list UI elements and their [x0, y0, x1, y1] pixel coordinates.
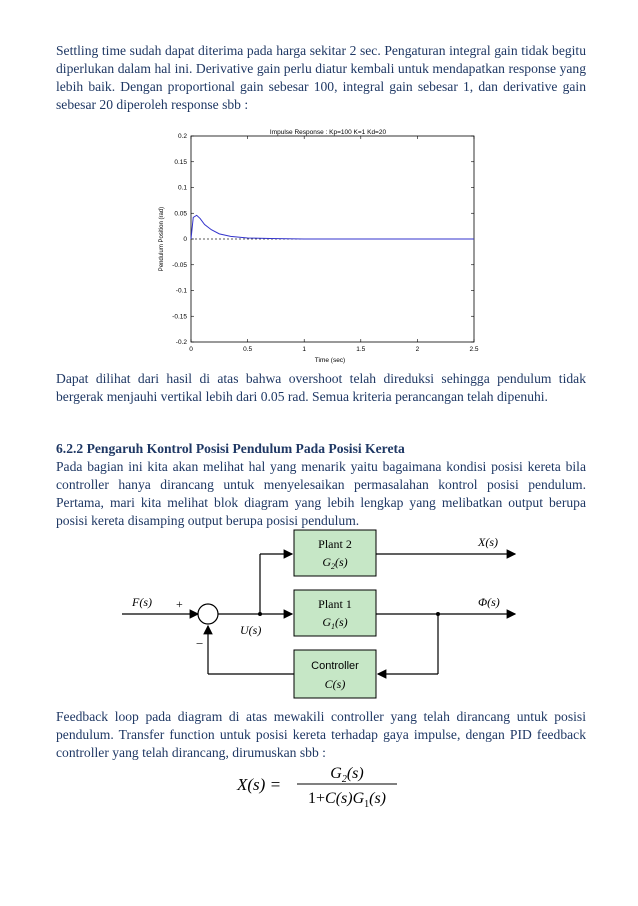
impulse-response-chart [150, 124, 490, 364]
plant1-tf: $G_1(s)$ [322, 615, 348, 631]
y-tick-label: -0.1 [175, 287, 187, 295]
x-tick-label: 1 [302, 346, 307, 353]
y-tick-label: 0 [183, 236, 187, 243]
input-label-fs: F(s) [132, 595, 152, 609]
y-tick-label: 0.1 [177, 184, 187, 192]
output-label-phi: Φ(s) [478, 595, 500, 609]
x-tick-label: 0.5 [243, 346, 253, 353]
x-axis-label: Time (sec) [314, 357, 346, 364]
summing-junction [198, 604, 218, 624]
block-diagram [120, 526, 520, 706]
plant2-title: Plant 2 [318, 537, 352, 551]
formula-lhs: X(s) = [237, 775, 282, 794]
paragraph-settling-time: Settling time sudah dapat diterima pada harga sekitar 2 sec. Pengaturan integral gain tidak begitu diperlukan dalam hal ini. Derivative gain perlu diatur kembali untuk mendapatkan response yang lebih baik. Dengan proportional gain sebesar 100, integral gain sebesar 1, dan derivative gain sebesar 20 diperoleh response sbb : [56, 43, 586, 112]
y-tick-label: 0.05 [174, 210, 187, 218]
y-axis-label: Pendulum Position (rad) [159, 206, 165, 272]
paragraph-intro-block-diagram: Pada bagian ini kita akan melihat hal yang menarik yaitu bagaimana kondisi posisi kereta bila controller hanya dirancang untuk menyelesaikan permasalahan kontrol posisi pendulum. Pertama, mari kita melihat blok diagram yang lebih lengkap yang melibatkan output berupa posisi kereta disamping output berupa posisi pendulum. [56, 459, 586, 528]
plant1-title: Plant 1 [318, 597, 352, 611]
paragraph-feedback-loop: Feedback loop pada diagram di atas mewakili controller yang telah dirancang untuk posisi pendulum. Transfer function untuk posisi kereta terhadap gaya impulse, dengan PID feedback controller yang telah dirancang, dirumuskan sbb : [56, 709, 586, 760]
x-tick-label: 2 [415, 346, 420, 353]
y-tick-label: 0.2 [177, 133, 187, 140]
controller-tf: C(s) [324, 677, 346, 691]
plant2-tf: $G_2(s)$ [322, 555, 348, 571]
x-tick-label: 0 [189, 346, 193, 353]
controller-title: Controller [311, 660, 359, 672]
section-heading: 6.2.2 Pengaruh Kontrol Posisi Pendulum Pada Posisi Kereta [56, 441, 405, 456]
x-tick-label: 2.5 [469, 346, 479, 353]
transfer-function-formula [235, 760, 415, 810]
minus-sign: − [196, 636, 204, 651]
x-tick-label: 1.5 [356, 346, 366, 353]
formula-denominator: $1+C(s)G_1(s)$ [307, 790, 387, 810]
u-label: U(s) [240, 623, 262, 637]
y-tick-label: -0.15 [172, 313, 187, 321]
paragraph-overshoot: Dapat dilihat dari hasil di atas bahwa overshoot telah direduksi sehingga pendulum tidak bergerak menjauhi vertikal lebih dari 0.05 rad. Semua kriteria perancangan telah dipenuhi. [56, 371, 586, 404]
y-tick-label: -0.05 [172, 261, 187, 269]
output-label-xs: X(s) [478, 535, 498, 549]
chart-title: Impulse Response : Kp=100 K=1 Kd=20 [269, 129, 387, 136]
y-tick-label: -0.2 [175, 339, 187, 346]
y-tick-label: 0.15 [174, 158, 187, 166]
plus-sign: + [176, 597, 183, 611]
formula-numerator: $G_2(s)$ [330, 765, 364, 785]
